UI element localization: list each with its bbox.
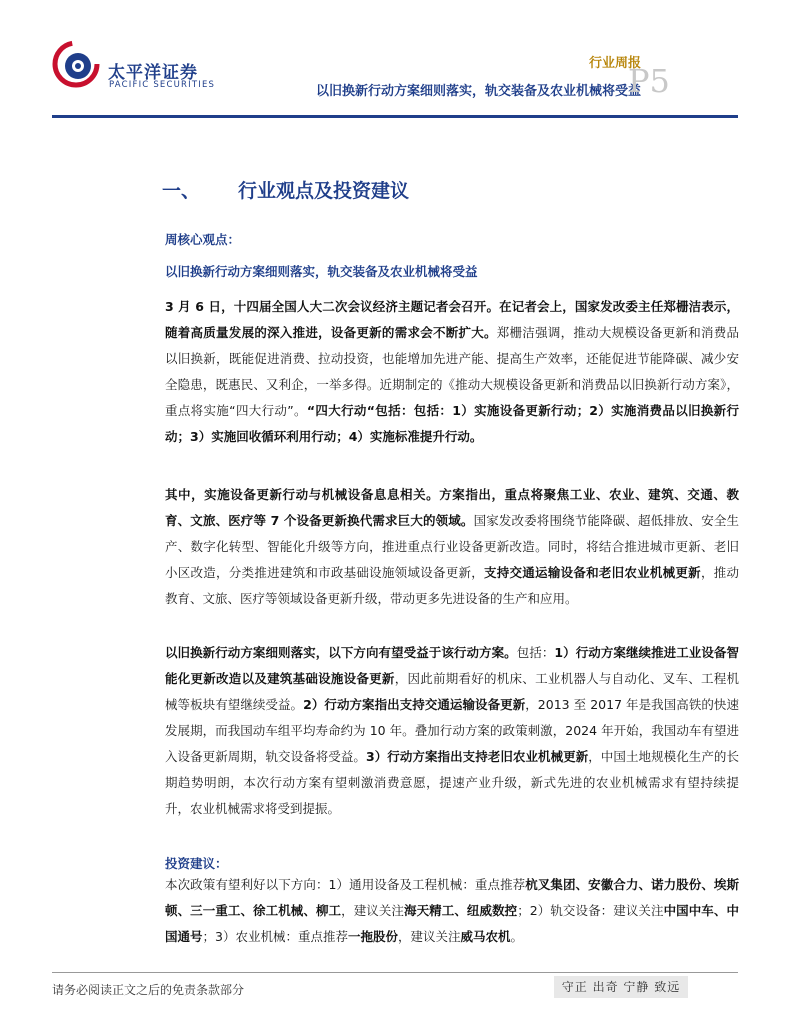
invest-bold-3: 中国中车、中国通号 xyxy=(165,903,739,944)
p2-text-1: 国家发改委将围绕节能降碳、超低排放、安全生产、数字化转型、智能化升级等方向，推进重点行业设备更新改造。同时，将结合推进城市更新、老旧小区改造，分类推进建筑和市政基础设施领域设备更新， xyxy=(165,513,739,580)
p2-bold-1: 其中，实施设备更新行动与机械设备息息相关。方案指出，重点将聚焦工业、农业、建筑、交通、教育、文旅、医疗等 7 个设备更新换代需求巨大的领域。 xyxy=(165,487,739,528)
core-view-headline: 以旧换新行动方案细则落实，轨交装备及农业机械将受益 xyxy=(165,264,478,279)
invest-text-4: ；3）农业机械：重点推荐 xyxy=(202,929,348,944)
invest-bold-5: 威马农机 xyxy=(460,929,511,944)
invest-text-6: 。 xyxy=(510,929,524,944)
report-type: 行业周报 xyxy=(588,56,641,71)
paragraph-3 xyxy=(165,640,739,822)
paragraph-1 xyxy=(165,294,739,450)
p3-text-4: ，中国土地规模化生产的长期趋势明朗，本次行动方案有望刺激消费意愿，提速产业升级，新式先进的农业机械需求有望持续提升，农业机械需求将受到提振。 xyxy=(165,749,739,816)
p3-text-1: 包括： xyxy=(516,645,555,660)
invest-bold-1: 杭叉集团、安徽合力、诺力股份、埃斯顿、三一重工、徐工机械、柳工 xyxy=(165,877,739,918)
p3-bold-2: 1）行动方案继续推进工业设备智能化更新改造以及建筑基础设施设备更新 xyxy=(165,645,739,686)
page-header xyxy=(0,0,791,120)
p3-text-2: ，因此前期看好的机床、工业机器人与自动化、叉车、工程机械等板块有望继续受益。 xyxy=(165,671,739,712)
logo-text-cn: 太平洋证券 xyxy=(108,63,198,83)
core-view-label: 周核心观点： xyxy=(165,232,241,247)
section-title: 行业观点及投资建议 xyxy=(238,180,410,202)
report-subtitle: 以旧换新行动方案细则落实，轨交装备及农业机械将受益 xyxy=(315,84,641,99)
invest-bold-4: 一拖股份 xyxy=(347,929,398,944)
invest-text-3: ；2）轨交设备：建议关注 xyxy=(517,903,664,918)
logo-text-en: PACIFIC SECURITIES xyxy=(109,80,216,90)
p3-bold-4: 3）行动方案指出支持老旧农业机械更新 xyxy=(365,749,589,764)
p2-text-2: ，推动教育、文旅、医疗等领域设备更新升级，带动更多先进设备的生产和应用。 xyxy=(165,565,739,606)
page-number: P5 xyxy=(628,62,670,100)
invest-text-2: ，建议关注 xyxy=(341,903,405,918)
footer-divider xyxy=(52,972,738,973)
p1-bold-1: 3 月 6 日，十四届全国人大二次会议经济主题记者会召开。在记者会上，国家发改委主任郑栅洁表示，随着高质量发展的深入推进，设备更新的需求会不断扩大。 xyxy=(165,299,739,340)
invest-bold-2: 海天精工、纽威数控 xyxy=(404,903,518,918)
invest-text-1: 本次政策有望利好以下方向：1）通用设备及工程机械：重点推荐 xyxy=(165,877,526,892)
p1-bold-2: “四大行动“包括：包括：1）实施设备更新行动；2）实施消费品以旧换新行动；3）实施回收循环利用行动；4）实施标准提升行动。 xyxy=(165,403,740,444)
investment-advice-label: 投资建议： xyxy=(165,856,228,871)
footer-disclaimer: 请务必阅读正文之后的免责条款部分 xyxy=(52,983,245,997)
p3-bold-3: 2）行动方案指出支持交通运输设备更新 xyxy=(303,697,526,712)
pacific-securities-logo-icon xyxy=(52,40,100,88)
p3-text-3: ，2013 至 2017 年是我国高铁的快速发展期，而我国动车组平均寿命约为 10 年。叠加行动方案的政策刺激，2024 年开始，我国动车有望进入设备更新周期，轨交设备将受益。 xyxy=(165,697,739,764)
p2-bold-2: 支持交通运输设备和老旧农业机械更新 xyxy=(484,565,701,580)
core-view-block xyxy=(165,230,739,280)
p1-text-1: 郑栅洁强调，推动大规模设备更新和消费品以旧换新，既能促进消费、拉动投资，也能增加先进产能、提高生产效率，还能促进节能降碳、减少安全隐患，既惠民、又利企，一举多得。近期制定的《推动大规模设备更新和消费品以旧换新行动方案》，重点将实施“四大行动”。 xyxy=(165,325,739,418)
section-number: 一、 xyxy=(162,180,201,202)
paragraph-2 xyxy=(165,482,739,612)
footer-motto: 守正 出奇 宁静 致远 xyxy=(554,976,688,998)
investment-advice-block xyxy=(165,854,739,950)
investment-advice-text xyxy=(165,872,739,950)
header-divider xyxy=(52,115,738,118)
p3-bold-1: 以旧换新行动方案细则落实，以下方向有望受益于该行动方案。 xyxy=(165,645,517,660)
invest-text-5: ，建议关注 xyxy=(398,929,461,944)
section-heading xyxy=(162,176,409,203)
